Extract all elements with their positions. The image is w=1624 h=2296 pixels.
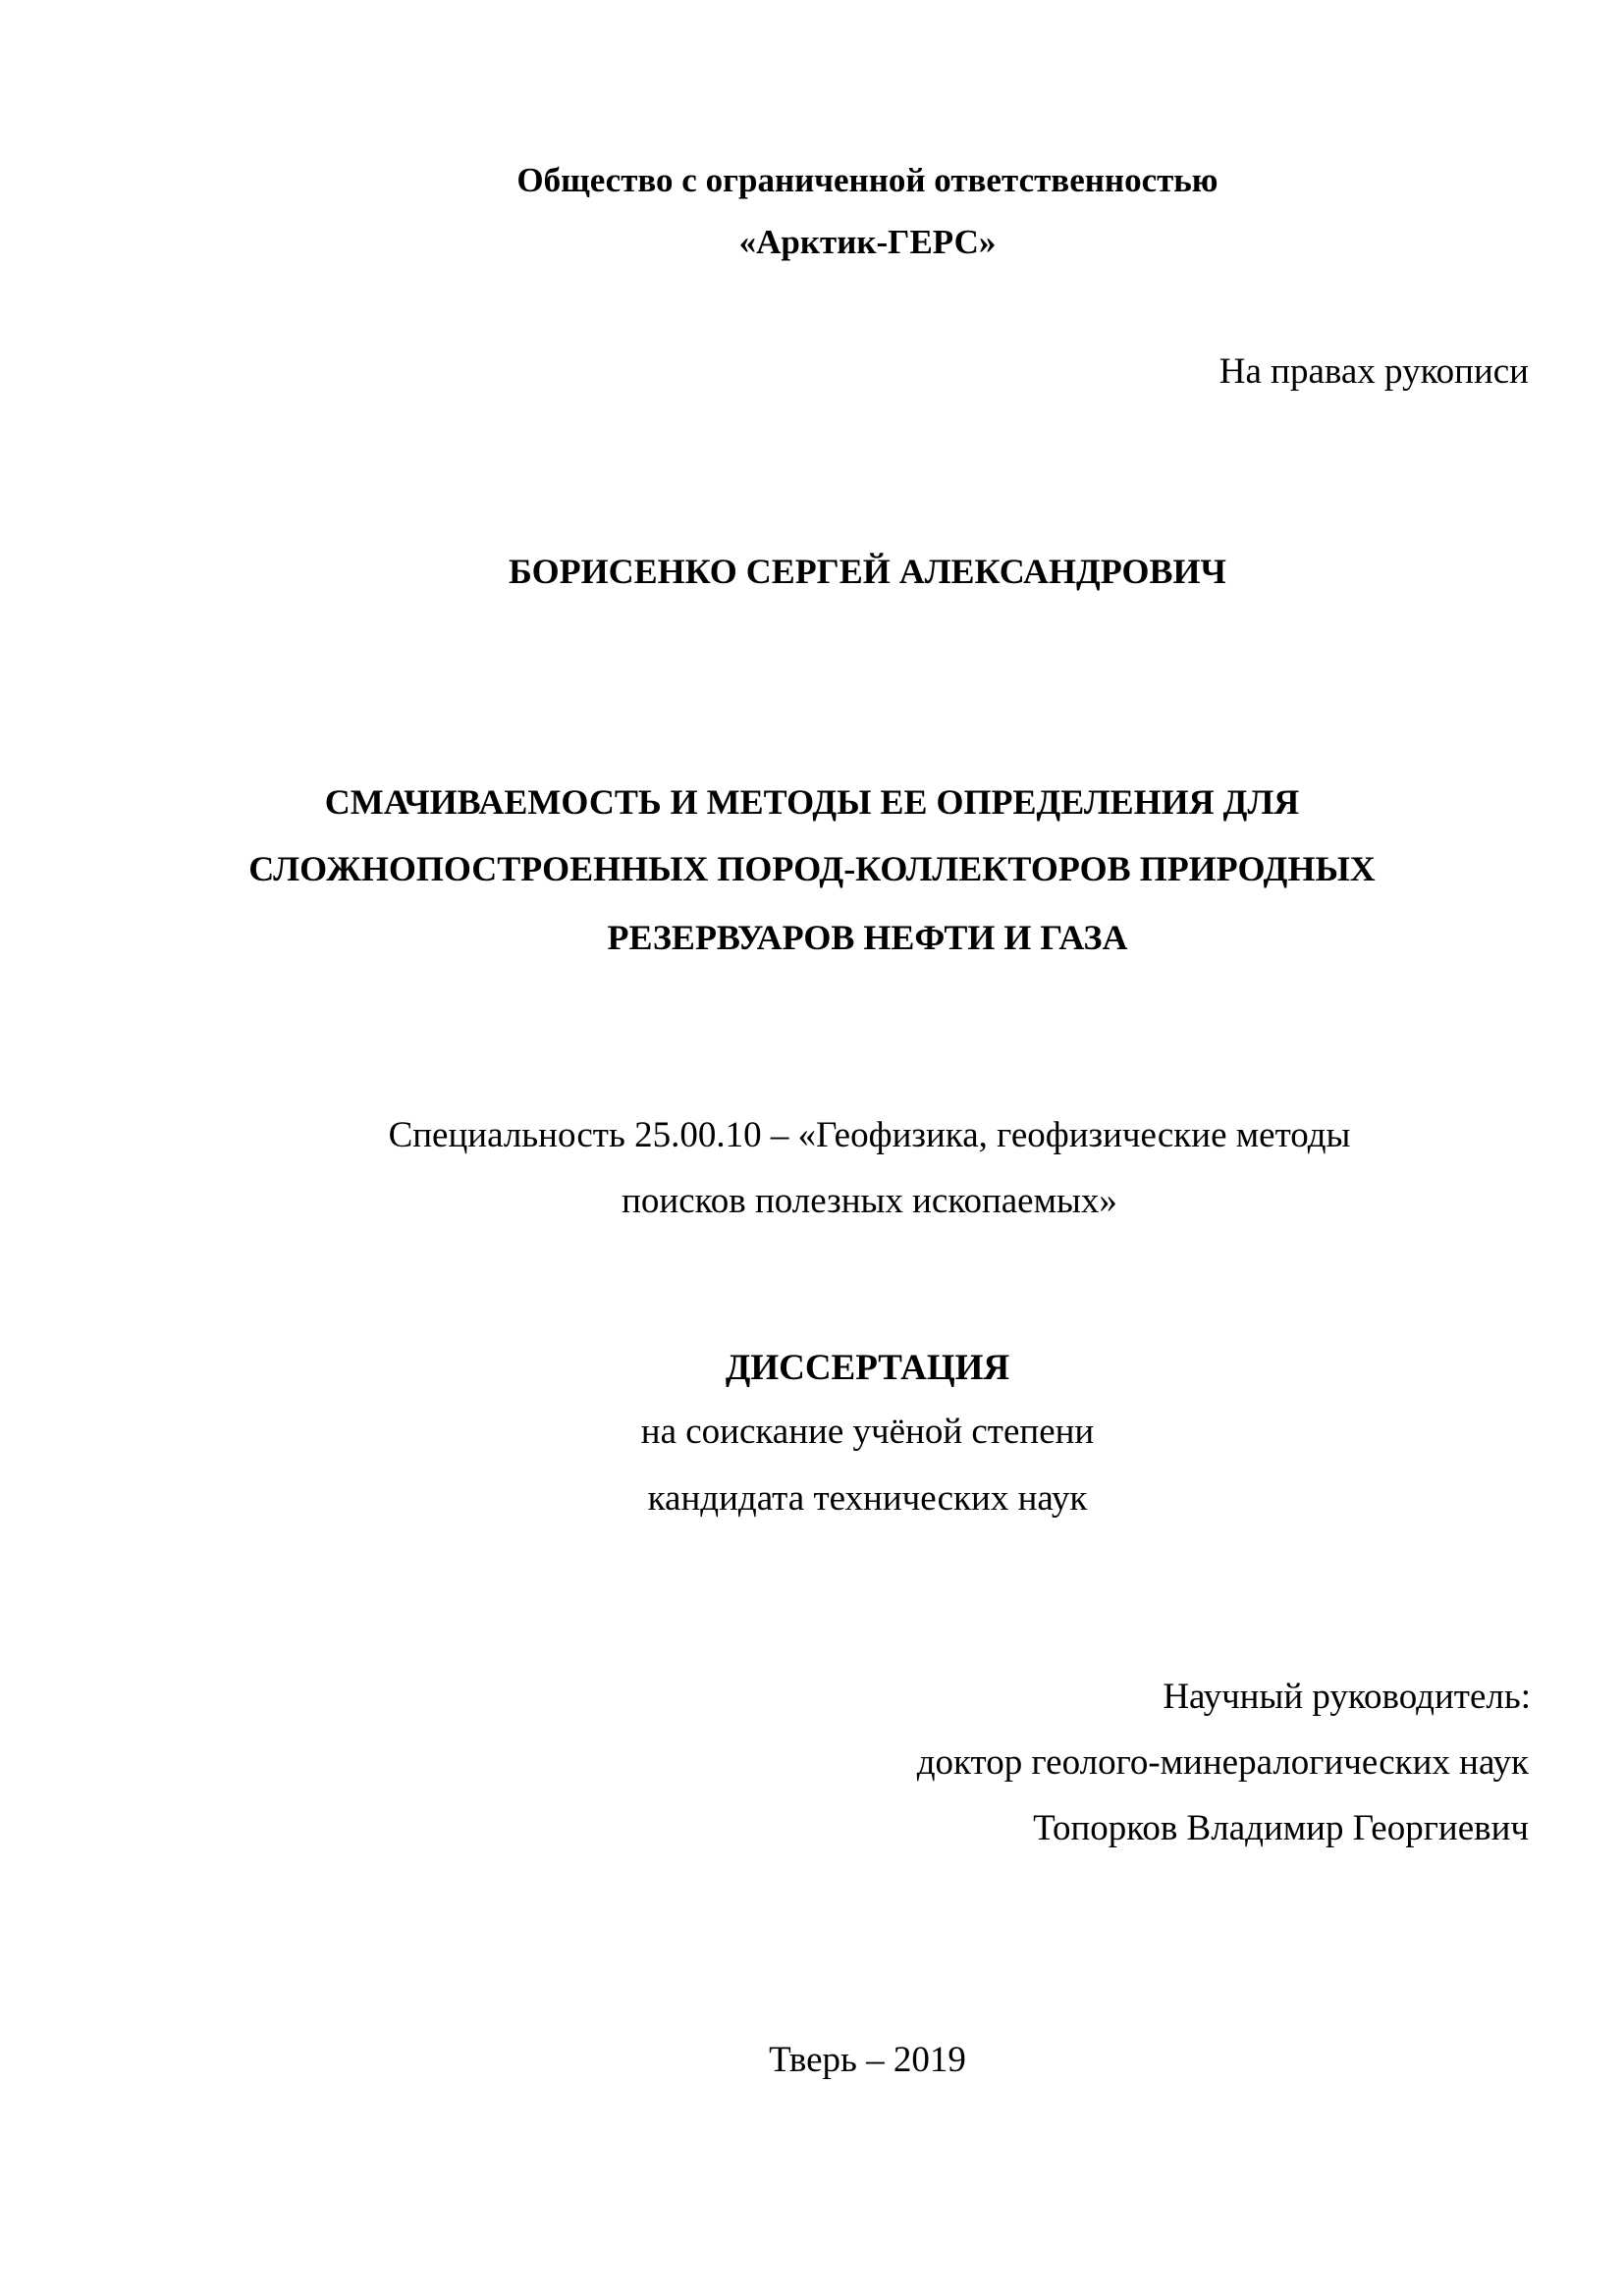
dissertation-title-line-2: СЛОЖНОПОСТРОЕННЫХ ПОРОД-КОЛЛЕКТОРОВ ПРИРОДНЫХ	[248, 849, 1376, 888]
specialty-line-2: поисков полезных ископаемых»	[622, 1181, 1117, 1221]
supervisor-name: Топорков Владимир Георгиевич	[1033, 1808, 1529, 1848]
specialty-line-1: Специальность 25.00.10 – «Геофизика, геофизические методы	[388, 1115, 1351, 1155]
organization-name-line-1: Общество с ограниченной ответственностью	[516, 161, 1218, 199]
degree-line-1: на соискание учёной степени	[640, 1412, 1095, 1452]
document-type-heading: ДИССЕРТАЦИЯ	[725, 1348, 1010, 1388]
city-and-year: Тверь – 2019	[769, 2040, 966, 2080]
dissertation-title-line-1: СМАЧИВАЕМОСТЬ И МЕТОДЫ ЕЕ ОПРЕДЕЛЕНИЯ ДЛЯ	[324, 782, 1300, 822]
author-name: БОРИСЕНКО СЕРГЕЙ АЛЕКСАНДРОВИЧ	[509, 552, 1226, 591]
manuscript-note: На правах рукописи	[1218, 351, 1529, 392]
degree-line-2: кандидата технических наук	[647, 1478, 1088, 1519]
supervisor-degree: доктор геолого-минералогических наук	[916, 1742, 1529, 1783]
organization-name-line-2: «Арктик-ГЕРС»	[738, 223, 997, 261]
supervisor-label: Научный руководитель:	[1163, 1677, 1531, 1717]
dissertation-title-line-3: РЕЗЕРВУАРОВ НЕФТИ И ГАЗА	[607, 918, 1128, 957]
